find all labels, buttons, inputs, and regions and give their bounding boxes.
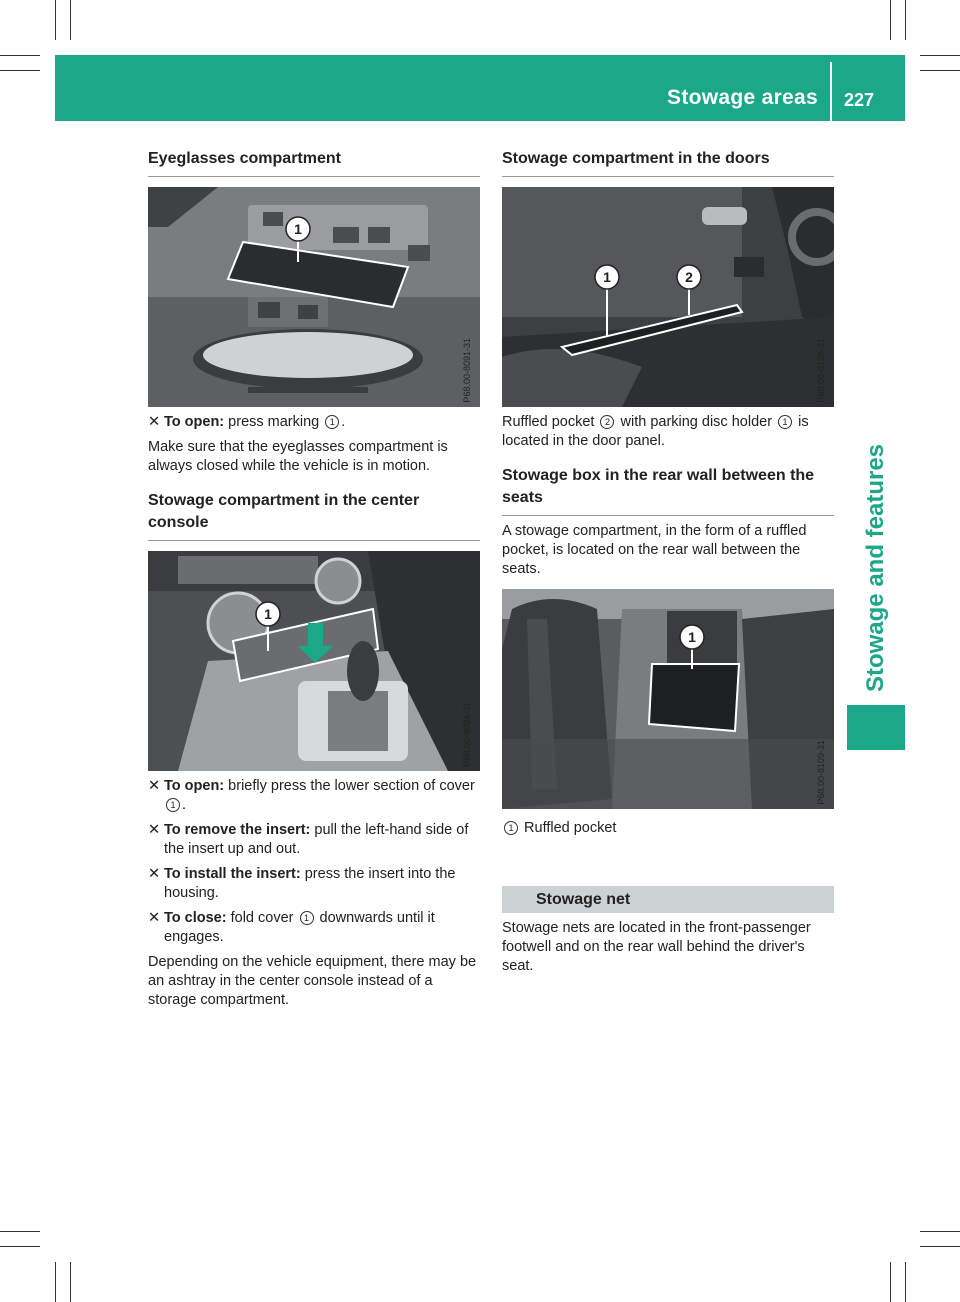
eyeglasses-heading: Eyeglasses compartment xyxy=(148,148,480,177)
header-divider xyxy=(830,62,832,121)
bullet-end: . xyxy=(341,414,346,430)
arrow-icon: ✕ xyxy=(148,822,161,838)
bullet-text: press the insert into the housing. xyxy=(164,866,456,901)
crop-mark xyxy=(890,0,891,40)
callout-2: 2 xyxy=(685,269,693,285)
marker-1: 1 xyxy=(504,821,518,835)
bullet-text: briefly press the lower section of cover xyxy=(228,778,475,794)
bullet-close xyxy=(148,909,480,947)
legend-text: Ruffled pocket xyxy=(524,820,617,836)
doors-text xyxy=(502,413,834,451)
callout-1: 1 xyxy=(688,629,696,645)
crop-mark xyxy=(70,0,71,40)
callout-1: 1 xyxy=(294,221,302,237)
figure-code: P68.00-8091-31 xyxy=(462,338,472,403)
crop-mark xyxy=(55,0,56,40)
marker-1: 1 xyxy=(166,798,180,812)
bullet-label: To remove the insert: xyxy=(164,822,311,838)
page-number: 227 xyxy=(844,90,875,110)
doors-heading: Stowage compartment in the doors xyxy=(502,148,834,177)
marker-1: 1 xyxy=(778,415,792,429)
crop-mark xyxy=(890,1262,891,1302)
callout-1: 1 xyxy=(264,606,272,622)
bullet-label: To install the insert: xyxy=(164,866,301,882)
stowage-net-body: Stowage nets are located in the front-passenger footwell and on the rear wall behind the driver's seat. xyxy=(502,920,811,974)
center-console-heading: Stowage compartment in the center console xyxy=(148,490,480,541)
doors-text-a: Ruffled pocket xyxy=(502,414,595,430)
bullet-remove xyxy=(148,821,480,859)
doors-text-c: is located in the door panel. xyxy=(502,414,809,449)
marker-1: 1 xyxy=(300,911,314,925)
crop-mark xyxy=(920,1231,960,1232)
arrow-icon: ✕ xyxy=(148,866,161,882)
crop-mark xyxy=(0,1231,40,1232)
bullet-end: . xyxy=(182,797,187,813)
crop-mark xyxy=(0,70,40,71)
header-section-title: Stowage areas xyxy=(667,86,818,109)
center-console-note: Depending on the vehicle equipment, there may be an ashtray in the center console instead of a storage compartment. xyxy=(148,954,477,1008)
figure-code: P68.00-8108-31 xyxy=(816,338,826,403)
side-tab-label: Stowage and features xyxy=(862,443,889,693)
bullet-label: To open: xyxy=(164,414,225,430)
doors-figure xyxy=(502,187,834,407)
side-tab-block xyxy=(847,705,905,750)
arrow-icon: ✕ xyxy=(148,910,161,926)
crop-mark xyxy=(905,1262,906,1302)
bullet-text: pull the left-hand side of the insert up and out. xyxy=(164,822,469,857)
arrow-icon: ✕ xyxy=(148,778,161,794)
bullet-end: downwards until it engages. xyxy=(164,910,435,945)
bullet-install xyxy=(148,865,480,903)
bullet-open xyxy=(148,777,480,815)
arrow-icon: ✕ xyxy=(148,414,161,430)
bullet-label: To close: xyxy=(164,910,227,926)
crop-mark xyxy=(905,0,906,40)
rear-wall-heading: Stowage box in the rear wall between the seats xyxy=(502,465,834,516)
bullet-open xyxy=(148,413,480,432)
crop-mark xyxy=(920,70,960,71)
crop-mark xyxy=(55,1262,56,1302)
rear-wall-figure xyxy=(502,589,834,809)
right-column xyxy=(502,148,834,976)
crop-mark xyxy=(0,1246,40,1247)
marker-2: 2 xyxy=(600,415,614,429)
left-column xyxy=(148,148,480,1010)
marker-1: 1 xyxy=(325,415,339,429)
eyeglasses-figure xyxy=(148,187,480,407)
stowage-net-heading: Stowage net xyxy=(502,886,834,913)
callout-1: 1 xyxy=(603,269,611,285)
figure-code: P68.00-8109-31 xyxy=(816,740,826,805)
figure-code: P68.00-8094-31 xyxy=(462,702,472,767)
eyeglasses-note: Make sure that the eyeglasses compartment is always closed while the vehicle is in motion. xyxy=(148,439,448,474)
bullet-label: To open: xyxy=(164,778,225,794)
rear-wall-body: A stowage compartment, in the form of a ruffled pocket, is located on the rear wall between the seats. xyxy=(502,523,807,577)
center-console-figure xyxy=(148,551,480,771)
crop-mark xyxy=(920,1246,960,1247)
legend-row xyxy=(502,819,834,838)
doors-text-b: with parking disc holder xyxy=(620,414,773,430)
bullet-text: fold cover xyxy=(230,910,294,926)
bullet-text: press marking xyxy=(228,414,320,430)
crop-mark xyxy=(0,55,40,56)
crop-mark xyxy=(920,55,960,56)
crop-mark xyxy=(70,1262,71,1302)
